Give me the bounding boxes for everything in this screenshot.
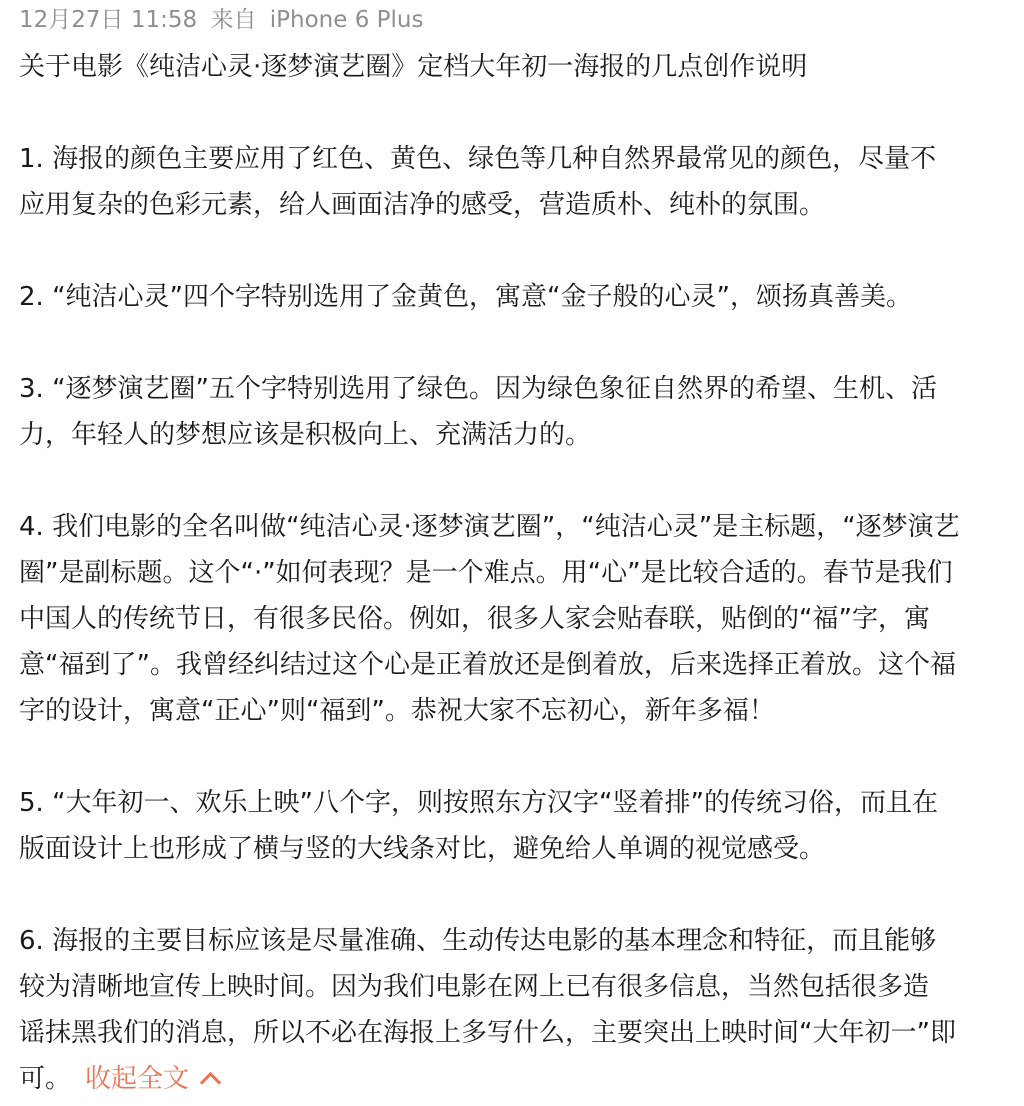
text-line: 字的设计，寓意“正心”则“福到”。恭祝大家不忘初心，新年多福！ bbox=[19, 696, 775, 726]
text-line: 中国人的传统节日，有很多民俗。例如，很多人家会贴春联，贴倒的“福”字，寓 bbox=[19, 604, 930, 634]
text-line: 版面设计上也形成了横与竖的大线条对比，避免给人单调的视觉感受。 bbox=[19, 834, 826, 864]
text-line: 圈”是副标题。这个“·”如何表现？是一个难点。用“心”是比较合适的。春节是我们 bbox=[19, 558, 953, 588]
post-source-label: 来自 bbox=[210, 7, 257, 33]
text-line: 意“福到了”。我曾经纠结过这个心是正着放还是倒着放，后来选择正着放。这个福 bbox=[19, 650, 956, 680]
text-line: 2. “纯洁心灵”四个字特别选用了金黄色，寓意“金子般的心灵”，颂扬真善美。 bbox=[19, 282, 912, 312]
text-line: 力，年轻人的梦想应该是积极向上、充满活力的。 bbox=[19, 420, 592, 450]
paragraph-4 bbox=[19, 504, 1011, 734]
paragraph-3 bbox=[19, 366, 1011, 458]
chevron-up-icon bbox=[200, 1072, 221, 1093]
paragraph-2 bbox=[19, 274, 1011, 320]
text-line: 5. “大年初一、欢乐上映”八个字，则按照东方汉字“竖着排”的传统习俗，而且在 bbox=[19, 788, 938, 818]
paragraph-6 bbox=[19, 918, 1011, 1102]
post-device[interactable]: iPhone 6 Plus bbox=[269, 7, 424, 33]
text-line-end: 可。 bbox=[19, 1064, 72, 1094]
collapse-full-text-button[interactable] bbox=[85, 1056, 218, 1102]
text-line: 谣抹黑我们的消息，所以不必在海报上多写什么，主要突出上映时间“大年初一”即 bbox=[19, 1018, 956, 1048]
collapse-label: 收起全文 bbox=[85, 1064, 190, 1094]
text-line: 应用复杂的色彩元素，给人画面洁净的感受，营造质朴、纯朴的氛围。 bbox=[19, 190, 826, 220]
last-text-line bbox=[19, 1056, 1011, 1102]
post-body bbox=[19, 136, 1011, 1102]
post-time[interactable]: 12月27日 11:58 bbox=[19, 7, 198, 33]
paragraph-1 bbox=[19, 136, 1011, 228]
text-line: 4. 我们电影的全名叫做“纯洁心灵·逐梦演艺圈”，“纯洁心灵”是主标题，“逐梦演艺 bbox=[19, 512, 960, 542]
post-meta bbox=[19, 0, 1011, 40]
text-line: 3. “逐梦演艺圈”五个字特别选用了绿色。因为绿色象征自然界的希望、生机、活 bbox=[19, 374, 938, 404]
post-title: 关于电影《纯洁心灵·逐梦演艺圈》定档大年初一海报的几点创作说明 bbox=[19, 52, 808, 82]
text-line: 6. 海报的主要目标应该是尽量准确、生动传达电影的基本理念和特征，而且能够 bbox=[19, 926, 937, 956]
weibo-post bbox=[19, 0, 1011, 1102]
text-line: 较为清晰地宣传上映时间。因为我们电影在网上已有很多信息，当然包括很多造 bbox=[19, 972, 930, 1002]
paragraph-5 bbox=[19, 780, 1011, 872]
text-line: 1. 海报的颜色主要应用了红色、黄色、绿色等几种自然界最常见的颜色，尽量不 bbox=[19, 144, 937, 174]
